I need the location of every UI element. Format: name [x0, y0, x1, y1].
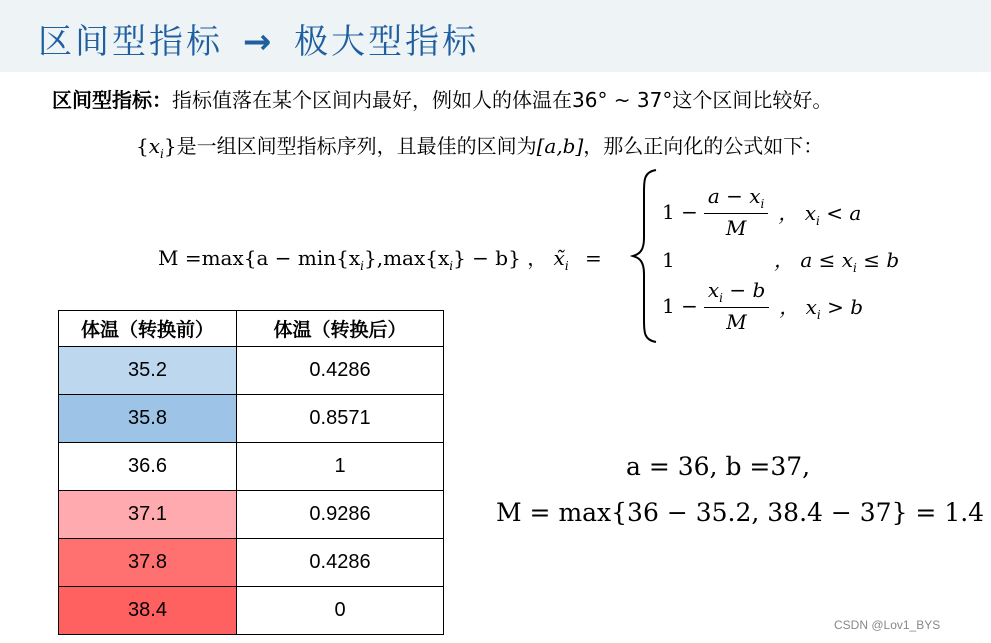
- case3-lead: 1 −: [662, 294, 698, 318]
- sub-i: i: [564, 259, 569, 273]
- seq-var: x: [148, 134, 161, 158]
- cell-before: 35.2: [59, 347, 237, 395]
- case-2: [662, 244, 899, 275]
- cell-before: 37.8: [59, 539, 237, 587]
- watermark: CSDN @Lov1_BYS: [834, 618, 941, 632]
- left-brace-icon: [630, 168, 660, 344]
- cell-after: 1: [237, 443, 444, 491]
- x-tilde: x̃: [553, 246, 565, 270]
- cell-after: 0: [237, 587, 444, 635]
- cell-before: 37.1: [59, 491, 237, 539]
- cell-after: 0.4286: [237, 539, 444, 587]
- header-after: 体温（转换后）: [237, 311, 444, 347]
- table-row: [59, 539, 444, 587]
- cell-before: 35.8: [59, 395, 237, 443]
- sequence-line: $\{x_i\}$是一组区间型指标序列，且最佳的区间为[a,b]，那么正向化的公式如下：: [136, 134, 824, 161]
- seq-text-a: 是一组区间型指标序列，且最佳的区间为: [176, 134, 537, 158]
- m-def-part1: M =max{a − min{x: [158, 246, 361, 270]
- case3-condition: ， x: [779, 294, 817, 319]
- case3-denominator: M: [726, 310, 747, 334]
- case1-denominator: M: [725, 216, 747, 240]
- cell-before: 36.6: [59, 443, 237, 491]
- m-def-part2: },max{x: [363, 246, 450, 270]
- case3-numerator-rel: − b: [722, 278, 766, 302]
- table-row: [59, 395, 444, 443]
- table-row: [59, 587, 444, 635]
- case-1: [662, 184, 861, 240]
- separator: ，: [527, 246, 548, 270]
- case1-fraction: [704, 184, 769, 240]
- seq-interval: [a,b]: [536, 134, 584, 158]
- cell-after: 0.9286: [237, 491, 444, 539]
- definition-text: 指标值落在某个区间内最好，例如人的体温在36° ~ 37°这个区间比较好。: [172, 88, 833, 112]
- calculation-line-2: M = max{36 − 35.2, 38.4 − 37} = 1.4: [496, 498, 985, 527]
- seq-sub: i: [160, 147, 164, 161]
- sub-i: i: [760, 197, 765, 211]
- table-header-row: [59, 311, 444, 347]
- case3-fraction: [704, 278, 769, 334]
- case2-condition: ， a ≤ x: [774, 248, 854, 272]
- arrow-right-icon: →: [242, 22, 275, 62]
- case1-numerator: a − x: [707, 184, 761, 208]
- definition-term: 区间型指标：: [52, 88, 172, 112]
- sub-i: i: [853, 261, 857, 275]
- header-before: 体温（转换前）: [59, 311, 237, 347]
- sub-i: i: [816, 213, 820, 228]
- cell-before: 38.4: [59, 587, 237, 635]
- definition-line: [52, 84, 832, 113]
- seq-text-b: ，那么正向化的公式如下：: [583, 134, 824, 158]
- table-row: [59, 491, 444, 539]
- table-row: [59, 443, 444, 491]
- sub-i: i: [816, 307, 821, 322]
- temperature-table: [58, 310, 444, 635]
- case2-condition-rel: ≤ b: [856, 248, 900, 272]
- table-row: [59, 347, 444, 395]
- case1-lead: 1 −: [662, 200, 698, 224]
- title-right: 极大型指标: [294, 22, 480, 62]
- sub-i: i: [449, 259, 454, 273]
- title-bar: [0, 0, 991, 72]
- title-left: 区间型指标: [38, 22, 223, 62]
- case2-lead: 1: [662, 247, 675, 272]
- m-formula: [158, 242, 602, 273]
- page-title: [38, 14, 479, 63]
- case1-condition: ， x: [778, 200, 817, 225]
- case3-numerator: x: [707, 278, 720, 302]
- case3-condition-rel: > b: [820, 294, 864, 319]
- case1-condition-rel: < a: [819, 200, 862, 225]
- case-3: [662, 278, 863, 334]
- m-def-part3: } − b}: [453, 246, 521, 270]
- cell-after: 0.8571: [237, 395, 444, 443]
- calculation-line-1: a = 36, b =37,: [626, 452, 811, 481]
- sub-i: i: [719, 291, 723, 305]
- cell-after: 0.4286: [237, 347, 444, 395]
- equals-sign: =: [585, 246, 602, 270]
- sub-i: i: [360, 259, 364, 273]
